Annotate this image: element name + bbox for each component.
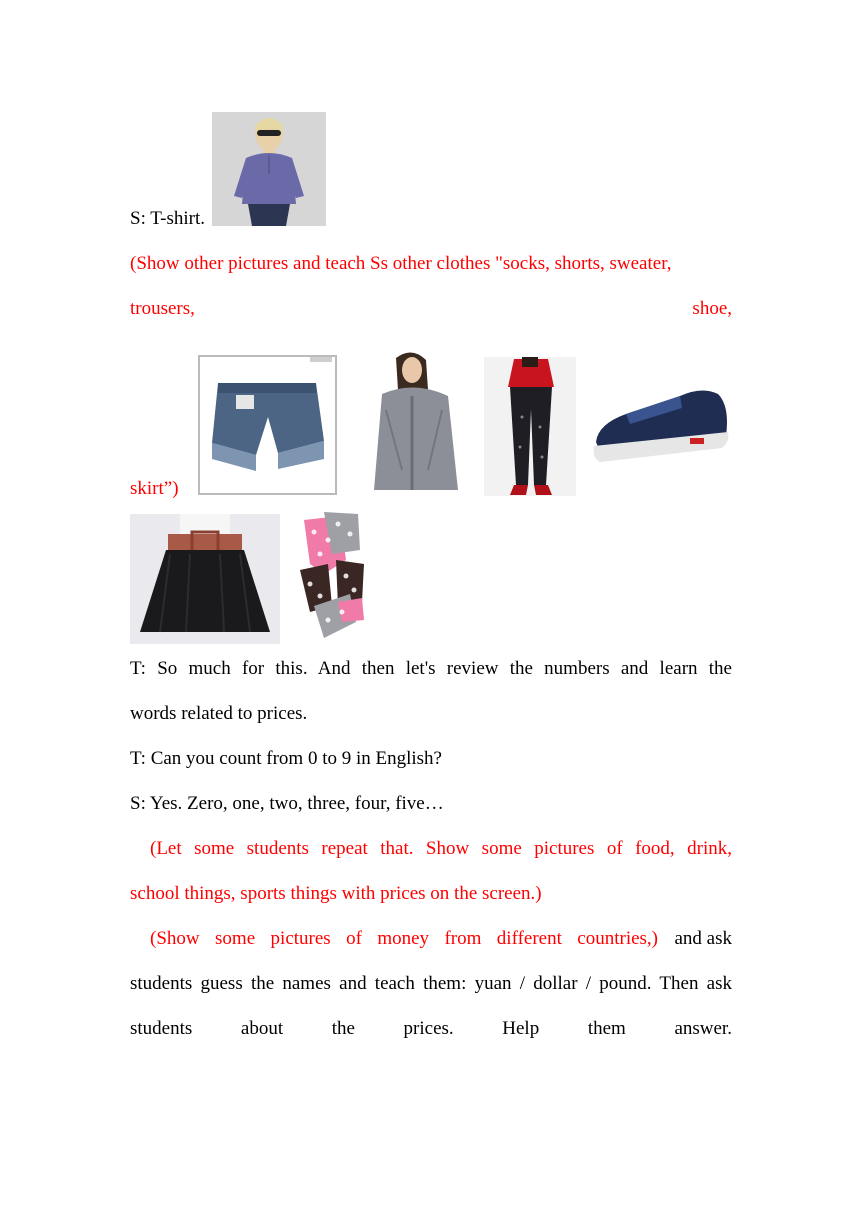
students-guess-text: students guess the names and teach them: yuan / dollar / pound. Then ask bbox=[130, 973, 732, 994]
tshirt-photo bbox=[212, 112, 326, 226]
instruction-text: (Show other pictures and teach Ss other clothes "socks, shorts, sweater, bbox=[130, 253, 672, 274]
teacher-so-much-line-1 bbox=[130, 658, 732, 680]
word-4: prices. bbox=[403, 1018, 454, 1039]
student-count-answer bbox=[130, 793, 732, 815]
students-about-line bbox=[130, 1018, 732, 1040]
word-trousers: trousers, bbox=[130, 298, 195, 319]
instruction-money-line bbox=[150, 928, 732, 950]
trousers-photo bbox=[484, 357, 576, 496]
teacher-count-question bbox=[130, 748, 732, 770]
word-6: them bbox=[587, 1018, 626, 1039]
instruction-money-text: (Show some pictures of money from different countries,) bbox=[150, 928, 658, 949]
instruction-repeat-text-cont: school things, sports things with prices on the screen.) bbox=[130, 883, 542, 904]
word-7: answer. bbox=[674, 1018, 732, 1039]
instruction-skirt-end bbox=[130, 478, 732, 500]
word-1: students bbox=[130, 1018, 193, 1039]
teacher-text-cont: words related to prices. bbox=[130, 703, 308, 724]
ask-text: and ask bbox=[669, 928, 732, 949]
teacher-question: T: Can you count from 0 to 9 in English? bbox=[130, 748, 442, 769]
word-2: about bbox=[240, 1018, 284, 1039]
instruction-repeat-line-2 bbox=[130, 883, 732, 905]
student-answer: S: Yes. Zero, one, two, three, four, five… bbox=[130, 793, 444, 814]
teacher-text: T: So much for this. And then let's review the numbers and learn the bbox=[130, 658, 732, 679]
students-guess-line bbox=[130, 973, 732, 995]
word-shoe: shoe, bbox=[692, 298, 732, 319]
instruction-repeat-line-1 bbox=[150, 838, 732, 860]
student-answer-text: S: T-shirt. bbox=[130, 208, 205, 229]
shoe-photo bbox=[590, 380, 732, 470]
instruction-show-clothes bbox=[130, 253, 732, 275]
word-5: Help bbox=[502, 1018, 540, 1039]
instruction-repeat-text: (Let some students repeat that. Show some pictures of food, drink, bbox=[150, 838, 732, 859]
word-skirt: skirt”) bbox=[130, 478, 179, 499]
word-3: the bbox=[331, 1018, 355, 1039]
socks-photo bbox=[280, 510, 382, 644]
teacher-so-much-line-2 bbox=[130, 703, 732, 725]
skirt-photo bbox=[130, 514, 280, 644]
sweater-photo bbox=[366, 350, 464, 495]
instruction-line-2 bbox=[130, 298, 732, 320]
denim-shorts-photo bbox=[198, 355, 337, 495]
